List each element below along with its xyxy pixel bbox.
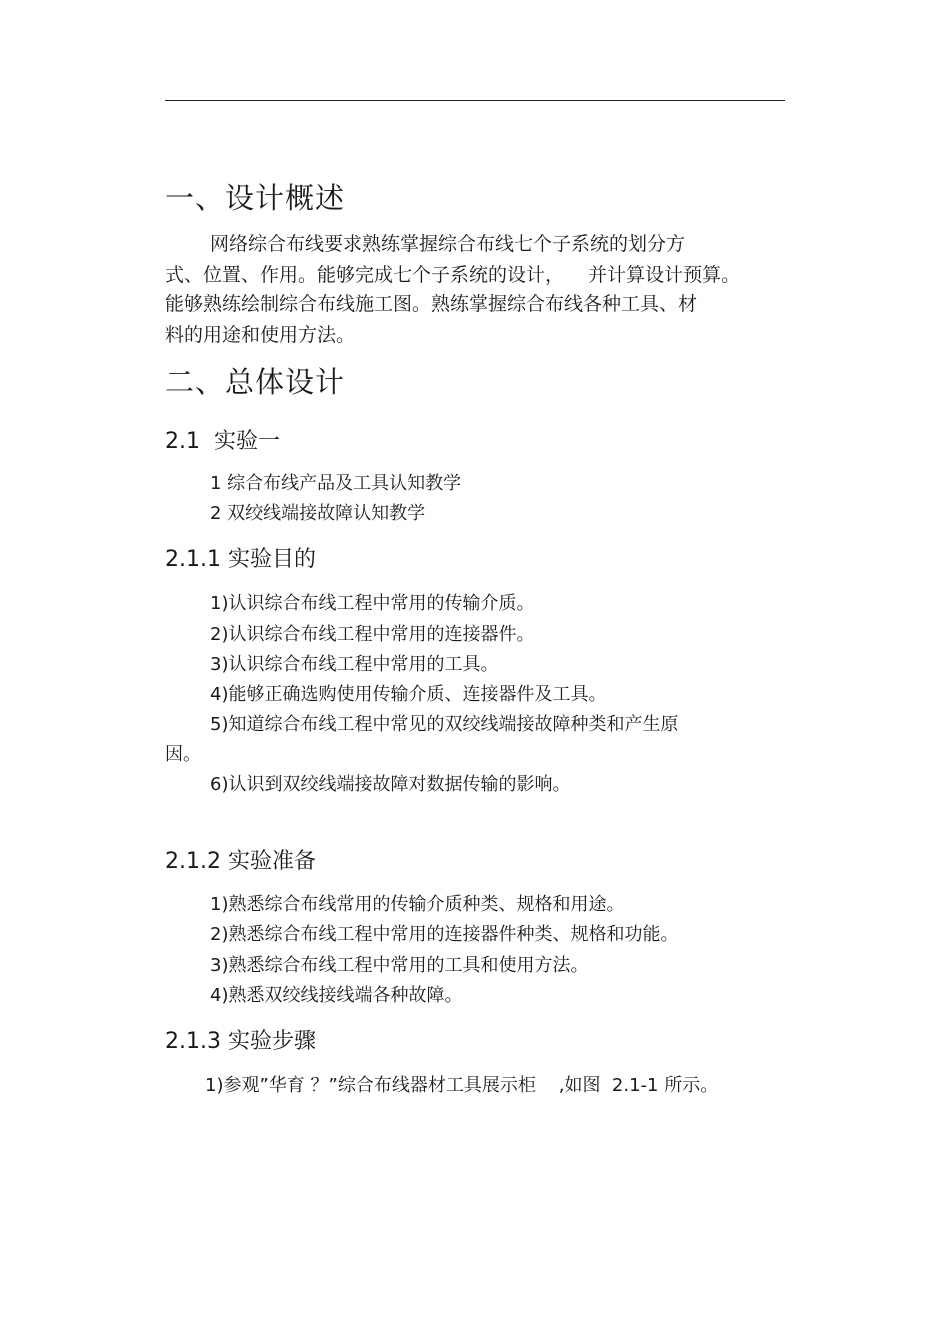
subsection-heading-2-1: 2.1 实验一 bbox=[165, 429, 280, 454]
list-item-continuation: 因。 bbox=[165, 744, 201, 765]
header-rule bbox=[165, 100, 785, 101]
list-item: 4)能够正确选购使用传输介质、连接器件及工具。 bbox=[210, 684, 607, 705]
section-heading-overview: 一、设计概述 bbox=[165, 181, 346, 215]
list-item: 2 双绞线端接故障认知教学 bbox=[210, 503, 426, 524]
subsection-heading-2-1-3: 2.1.3 实验步骤 bbox=[165, 1029, 316, 1054]
list-item: 3)认识综合布线工程中常用的工具。 bbox=[210, 654, 499, 675]
list-item: 2)熟悉综合布线工程中常用的连接器件种类、规格和功能。 bbox=[210, 924, 679, 945]
list-item: 1 综合布线产品及工具认知教学 bbox=[210, 473, 462, 494]
section-heading-design: 二、总体设计 bbox=[165, 365, 346, 399]
list-item: 5)知道综合布线工程中常见的双绞线端接故障种类和产生原 bbox=[210, 714, 679, 735]
list-item: 1)熟悉综合布线常用的传输介质种类、规格和用途。 bbox=[210, 894, 625, 915]
list-item: 2)认识综合布线工程中常用的连接器件。 bbox=[210, 624, 535, 645]
intro-line-3: 能够熟练绘制综合布线施工图。熟练掌握综合布线各种工具、材 bbox=[165, 293, 698, 315]
subsection-heading-2-1-2: 2.1.2 实验准备 bbox=[165, 849, 316, 874]
list-item: 6)认识到双绞线端接故障对数据传输的影响。 bbox=[210, 774, 571, 795]
intro-line-4: 料的用途和使用方法。 bbox=[165, 324, 356, 346]
intro-line-2: 式、位置、作用。能够完成七个子系统的设计， 并计算设计预算。 bbox=[165, 264, 741, 286]
list-item: 1)认识综合布线工程中常用的传输介质。 bbox=[210, 593, 535, 614]
intro-line-1: 网络综合布线要求熟练掌握综合布线七个子系统的划分方 bbox=[210, 233, 686, 255]
list-item: 1)参观”华育 ？”综合布线器材工具展示柜 ,如图 2.1-1 所示。 bbox=[205, 1075, 719, 1096]
list-item: 4)熟悉双绞线接线端各种故障。 bbox=[210, 985, 463, 1006]
subsection-heading-2-1-1: 2.1.1 实验目的 bbox=[165, 547, 316, 572]
list-item: 3)熟悉综合布线工程中常用的工具和使用方法。 bbox=[210, 955, 589, 976]
